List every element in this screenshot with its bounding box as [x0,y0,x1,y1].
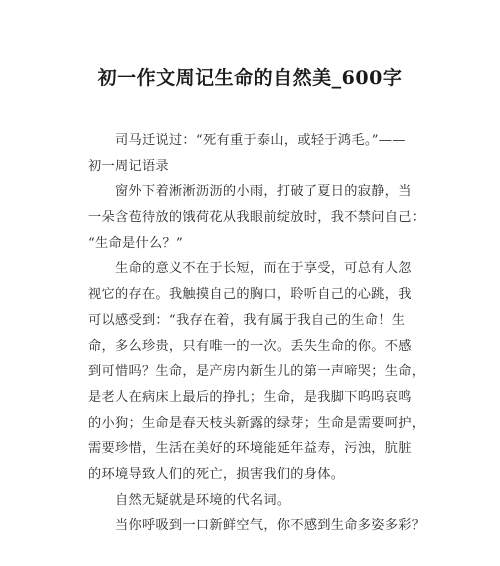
text-line: 当你呼吸到一口新鲜空气，你不感到生命多姿多彩？ [115,518,426,534]
text-line: 的小狗；生命是春天枝头新露的绿芽；生命是需要呵护， [88,415,426,431]
text-line: 视它的存在。我触摸自己的胸口，聆听自己的心跳，我 [88,287,412,303]
document-body [88,128,426,539]
text-line: 生命的意义不在于长短，而在于享受，可总有人忽 [115,261,412,277]
document-title: 初一作文周记生命的自然美_600字 [97,67,403,89]
text-line: 是老人在病床上最后的挣扎；生命，是我脚下呜呜哀鸣 [88,389,412,405]
text-line: 窗外下着淅淅沥沥的小雨，打破了夏日的寂静，当 [115,184,412,200]
text-line: “生命是什么？” [88,235,184,251]
text-line: 司马迁说过：“死有重于泰山，或轻于鸿毛。”—— [115,133,406,148]
text-line: 命，多么珍贵，只有唯一的一次。丢失生命的你。不感 [88,338,412,354]
text-line: 可以感受到：“我存在着，我有属于我自己的生命！生 [88,312,406,328]
text-line: 的环境导致人们的死亡，损害我们的身体。 [88,466,345,482]
text-line: 到可惜吗？生命，是产房内新生儿的第一声啼哭；生命， [88,364,426,380]
text-line: 需要珍惜，生活在美好的环境能延年益寿，污浊，肮脏 [88,441,412,457]
text-line: 一朵含苞待放的饿荷花从我眼前绽放时，我不禁问自己： [88,210,426,226]
text-line: 初一周记语录 [88,158,169,174]
text-line: 自然无疑就是环境的代名词。 [115,492,291,508]
